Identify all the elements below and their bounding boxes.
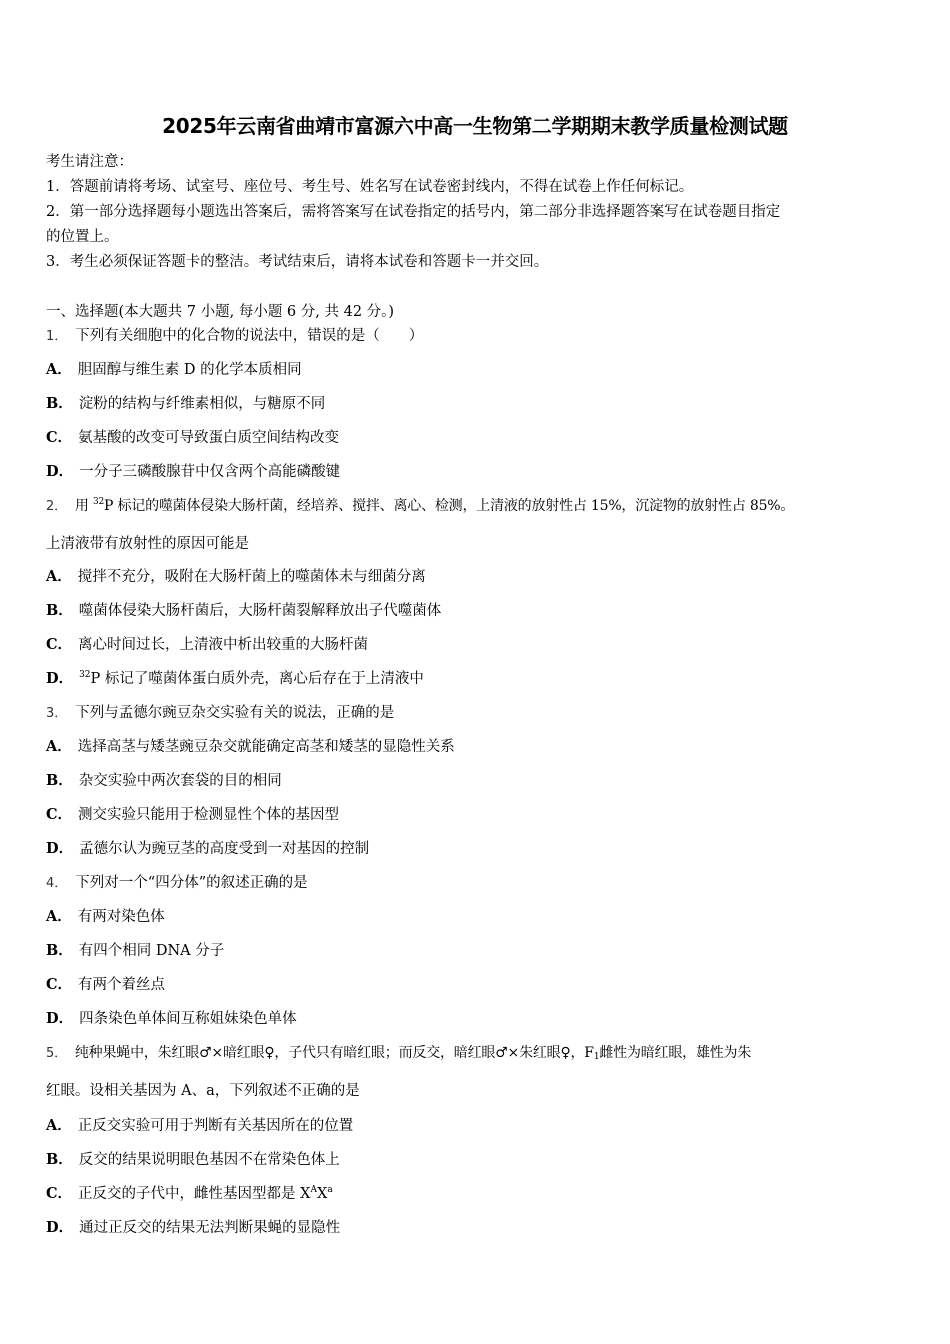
q4-option-d [46,1009,906,1029]
subscript: 1 [593,1052,600,1062]
option-letter: C． [46,806,73,823]
option-letter: D． [46,1219,74,1236]
question-number: 2． [46,499,67,514]
option-letter: A． [46,908,72,925]
superscript: A [310,1185,317,1195]
q2-option-c [46,635,906,655]
page-title: 2025年云南省曲靖市富源六中高一生物第二学期期末教学质量检测试题 [162,114,788,138]
q3-option-b [46,771,906,791]
option-text: 有四个相同 DNA 分子 [78,943,225,959]
option-text: 离心时间过长，上清液中析出较重的大肠杆菌 [78,637,369,653]
superscript: 32 [79,670,91,680]
option-text: 搅拌不充分，吸附在大肠杆菌上的噬菌体未与细菌分离 [77,569,426,585]
option-text: 有两个着丝点 [78,977,166,993]
question-5 [46,1043,906,1064]
question-number: 1． [46,329,68,344]
option-letter: D． [46,463,74,480]
question-stem-part: 纯种果蝇中，朱红眼♂×暗红眼♀，子代只有暗红眼；而反交，暗红眼♂×朱红眼♀，F [74,1045,594,1061]
question-2 [46,496,906,517]
q1-option-d [46,462,906,482]
superscript: 32 [92,497,104,507]
option-text: 选择高茎与矮茎豌豆杂交就能确定高茎和矮茎的显隐性关系 [77,739,455,755]
option-text: 正反交实验可用于判断有关基因所在的位置 [77,1118,354,1134]
option-letter: D． [46,840,74,857]
q3-option-a [46,737,906,757]
notice-item-1: 1．答题前请将考场、试室号、座位号、考生号、姓名写在试卷密封线内，不得在试卷上作任何标记。 [46,179,694,195]
option-text: 测交实验只能用于检测显性个体的基因型 [78,807,340,823]
question-stem-part: 用 [74,498,93,514]
question-stem: 下列与孟德尔豌豆杂交实验有关的说法，正确的是 [75,705,395,721]
question-number: 3． [46,706,68,721]
option-text: 淀粉的结构与纤维素相似，与糖原不同 [78,396,326,412]
question-5-cont: 红眼。设相关基因为 A、a，下列叙述不正确的是 [46,1083,360,1099]
option-letter: A． [46,738,72,755]
option-letter: C． [46,429,73,446]
question-number: 5． [46,1046,67,1061]
option-letter: D． [46,1010,74,1027]
question-2-cont: 上清液带有放射性的原因可能是 [46,536,249,552]
option-letter: B． [46,1151,73,1168]
option-letter: D． [46,670,74,687]
option-letter: A． [46,1117,72,1134]
q5-option-d [46,1218,906,1238]
option-letter: A． [46,361,72,378]
option-text: 孟德尔认为豌豆茎的高度受到一对基因的控制 [79,841,370,857]
q4-option-b [46,941,906,961]
q1-option-a [46,360,906,380]
option-letter: A． [46,568,72,585]
option-letter: B． [46,602,73,619]
question-3 [46,703,906,724]
notice-item-3: 3．考生必须保证答题卡的整洁。考试结束后，请将本试卷和答题卡一并交回。 [46,254,549,270]
q4-option-a [46,907,906,927]
q1-option-c [46,428,906,448]
option-text: P 标记了噬菌体蛋白质外壳，离心后存在于上清液中 [90,671,424,687]
option-text-part: X [316,1186,328,1202]
notice-heading: 考生请注意： [46,154,133,170]
option-text: 氨基酸的改变可导致蛋白质空间结构改变 [78,430,340,446]
q3-option-d [46,839,906,859]
q2-option-a [46,567,906,587]
question-stem-part: 雌性为暗红眼，雄性为朱 [599,1045,752,1061]
question-4 [46,873,906,894]
q5-option-b [46,1150,906,1170]
question-stem: 下列有关细胞中的化合物的说法中，错误的是（ ） [75,328,424,344]
question-1 [46,326,906,347]
option-text: 通过正反交的结果无法判断果蝇的显隐性 [79,1220,341,1236]
option-letter: B． [46,942,73,959]
notice-item-2-cont: 的位置上。 [46,229,119,245]
q5-option-a [46,1116,906,1136]
question-number: 4． [46,876,68,891]
option-text: 杂交实验中两次套袋的目的相同 [78,773,282,789]
q2-option-d [46,669,906,689]
option-text: 反交的结果说明眼色基因不在常染色体上 [78,1152,340,1168]
q2-option-b [46,601,906,621]
option-letter: C． [46,976,73,993]
option-text: 胆固醇与维生素 D 的化学本质相同 [77,362,302,378]
q4-option-c [46,975,906,995]
option-text: 正反交的子代中，雌性基因型都是 X [78,1186,311,1202]
option-text: 有两对染色体 [77,909,165,925]
q3-option-c [46,805,906,825]
q1-option-b [46,394,906,414]
q5-option-c [46,1184,906,1204]
option-text: 噬菌体侵染大肠杆菌后，大肠杆菌裂解释放出子代噬菌体 [78,603,442,619]
option-letter: B． [46,772,73,789]
option-text: 一分子三磷酸腺苷中仅含两个高能磷酸键 [79,464,341,480]
superscript: a [327,1185,333,1195]
option-letter: C． [46,636,73,653]
section-heading: 一、选择题(本大题共 7 小题, 每小题 6 分, 共 42 分。) [46,304,395,320]
notice-item-2: 2．第一部分选择题每小题选出答案后，需将答案写在试卷指定的括号内，第二部分非选择题答案写在试卷题目指定 [46,204,781,220]
question-stem-part: P 标记的噬菌体侵染大肠杆菌，经培养、搅拌、离心、检测，上清液的放射性占 15%，沉淀物的放射性占 85%。 [104,498,795,514]
option-text: 四条染色单体间互称姐妹染色单体 [79,1011,297,1027]
question-stem: 下列对一个“四分体”的叙述正确的是 [75,875,308,891]
option-letter: C． [46,1185,73,1202]
option-letter: B． [46,395,73,412]
